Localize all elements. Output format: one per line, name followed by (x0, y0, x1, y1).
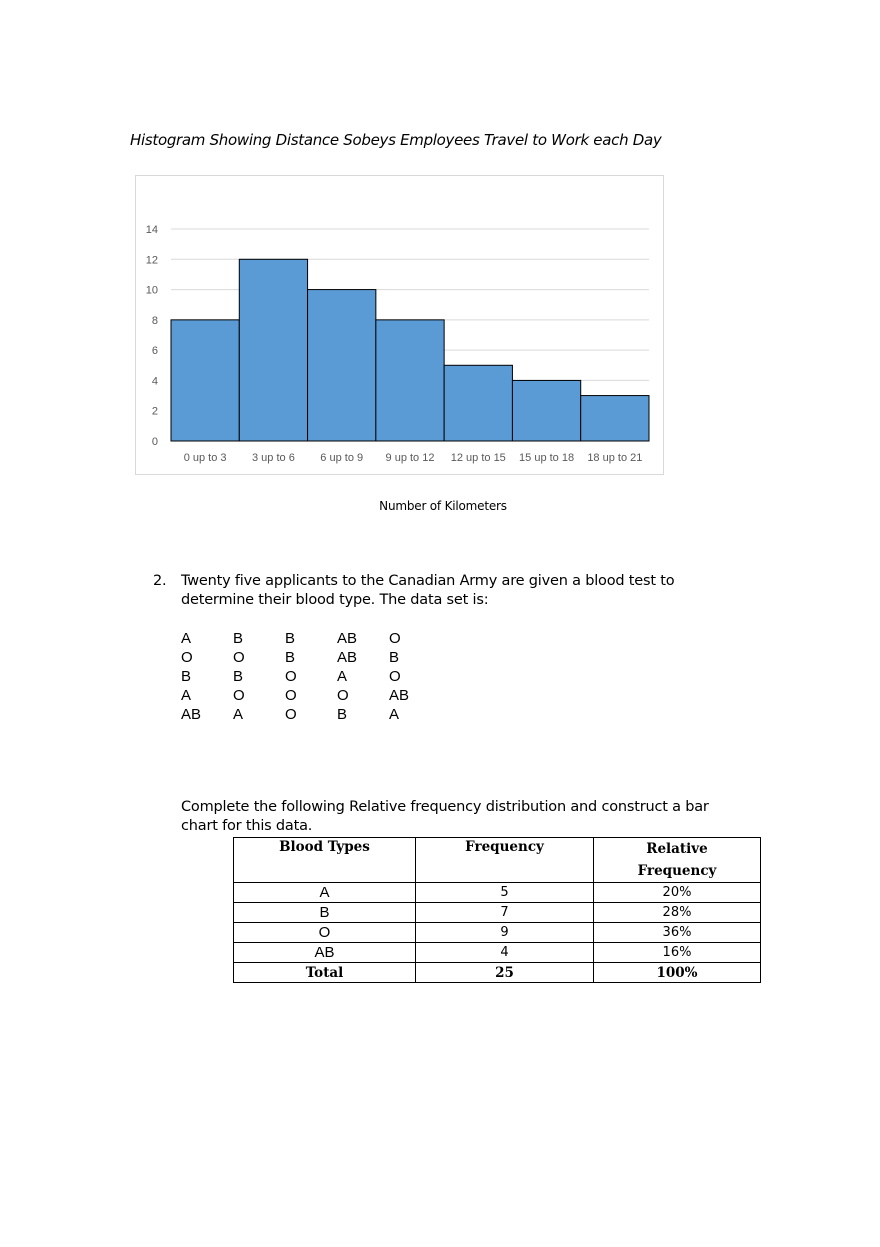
table-row (234, 903, 761, 923)
blood-data-cell: O (285, 668, 297, 685)
blood-data-cell: B (233, 630, 244, 647)
blood-data-cell: B (285, 630, 296, 647)
table-row (234, 923, 761, 943)
blood-data-row (181, 705, 441, 724)
table-row (234, 943, 761, 963)
blood-data-cell: AB (337, 630, 358, 647)
blood-data-cell: A (181, 630, 192, 647)
histogram-bar (171, 320, 239, 441)
blood-data-cell: O (285, 706, 297, 723)
table-cell-frequency: 5 (416, 883, 594, 903)
blood-data-cell: AB (337, 649, 358, 666)
table-cell-type: B (234, 903, 416, 923)
blood-data-cell: B (285, 649, 296, 666)
chart-title: Histogram Showing Distance Sobeys Employees Travel to Work each Day (130, 131, 662, 149)
table-cell-relative: 16% (594, 943, 761, 963)
x-tick-label: 9 up to 12 (385, 452, 435, 464)
table-cell-frequency: 9 (416, 923, 594, 943)
histogram-bar (308, 290, 376, 441)
x-tick-label: 0 up to 3 (183, 452, 227, 464)
blood-data-cell: A (181, 687, 192, 704)
total-relative: 100% (594, 963, 761, 983)
y-tick-label: 10 (145, 284, 158, 297)
header-relative-frequency-label: Relative Frequency (637, 841, 717, 879)
total-frequency: 25 (416, 963, 594, 983)
blood-data-cell: B (337, 706, 348, 723)
x-axis-label: Number of Kilometers (379, 499, 507, 513)
histogram-bar (444, 365, 512, 441)
table-cell-relative: 36% (594, 923, 761, 943)
blood-data-cell: AB (389, 687, 410, 704)
blood-data-cell: O (337, 687, 349, 704)
y-tick-label: 14 (145, 224, 158, 236)
y-tick-label: 0 (151, 436, 158, 448)
x-tick-label: 12 up to 15 (450, 452, 506, 464)
blood-data-cell: B (233, 668, 244, 685)
histogram-svg (136, 176, 665, 476)
blood-data-cell: A (337, 668, 348, 685)
blood-data-cell: O (233, 687, 245, 704)
blood-data-row (181, 667, 441, 686)
histogram-bar (512, 380, 580, 441)
table-cell-relative: 20% (594, 883, 761, 903)
y-tick-label: 4 (151, 375, 158, 388)
blood-data-cell: B (181, 668, 192, 685)
histogram-bar (581, 396, 649, 441)
y-tick-label: 2 (151, 405, 158, 418)
blood-data-cell: A (233, 706, 244, 723)
histogram-bar (239, 259, 307, 441)
table-cell-type: A (234, 883, 416, 903)
x-tick-label: 18 up to 21 (587, 452, 643, 464)
y-tick-label: 6 (151, 345, 158, 358)
question-text: Twenty five applicants to the Canadian Army are given a blood test to determine their blood type. The data set is: (181, 573, 675, 608)
histogram-chart (135, 175, 664, 475)
x-tick-label: 3 up to 6 (252, 452, 295, 464)
header-relative-frequency (594, 838, 761, 883)
blood-data-cell: O (233, 649, 245, 666)
blood-data-cell: O (181, 649, 193, 666)
blood-data-cell: O (389, 630, 401, 647)
question-number: 2. (153, 573, 167, 589)
table-row (234, 883, 761, 903)
blood-data-cell: B (389, 649, 400, 666)
blood-data-cell: O (389, 668, 401, 685)
blood-data-cell: O (285, 687, 297, 704)
table-cell-type: AB (234, 943, 416, 963)
histogram-bar (376, 320, 444, 441)
blood-data-row (181, 648, 441, 667)
total-label: Total (234, 963, 416, 983)
y-tick-label: 8 (151, 314, 158, 327)
table-cell-relative: 28% (594, 903, 761, 923)
x-tick-label: 15 up to 18 (519, 452, 575, 464)
blood-data-set (181, 629, 441, 724)
x-tick-label: 6 up to 9 (320, 452, 364, 464)
table-cell-frequency: 7 (416, 903, 594, 923)
table-header-row (234, 838, 761, 883)
y-tick-label: 12 (145, 254, 158, 267)
blood-data-cell: A (389, 706, 400, 723)
table-total-row (234, 963, 761, 983)
blood-data-cell: AB (181, 706, 202, 723)
header-blood-types: Blood Types (234, 838, 416, 883)
blood-data-row (181, 629, 441, 648)
blood-data-row (181, 686, 441, 705)
header-frequency: Frequency (416, 838, 594, 883)
frequency-table (233, 837, 761, 983)
instruction-text: Complete the following Relative frequency distribution and construct a bar chart for this data. (181, 799, 709, 834)
table-cell-type: O (234, 923, 416, 943)
table-cell-frequency: 4 (416, 943, 594, 963)
